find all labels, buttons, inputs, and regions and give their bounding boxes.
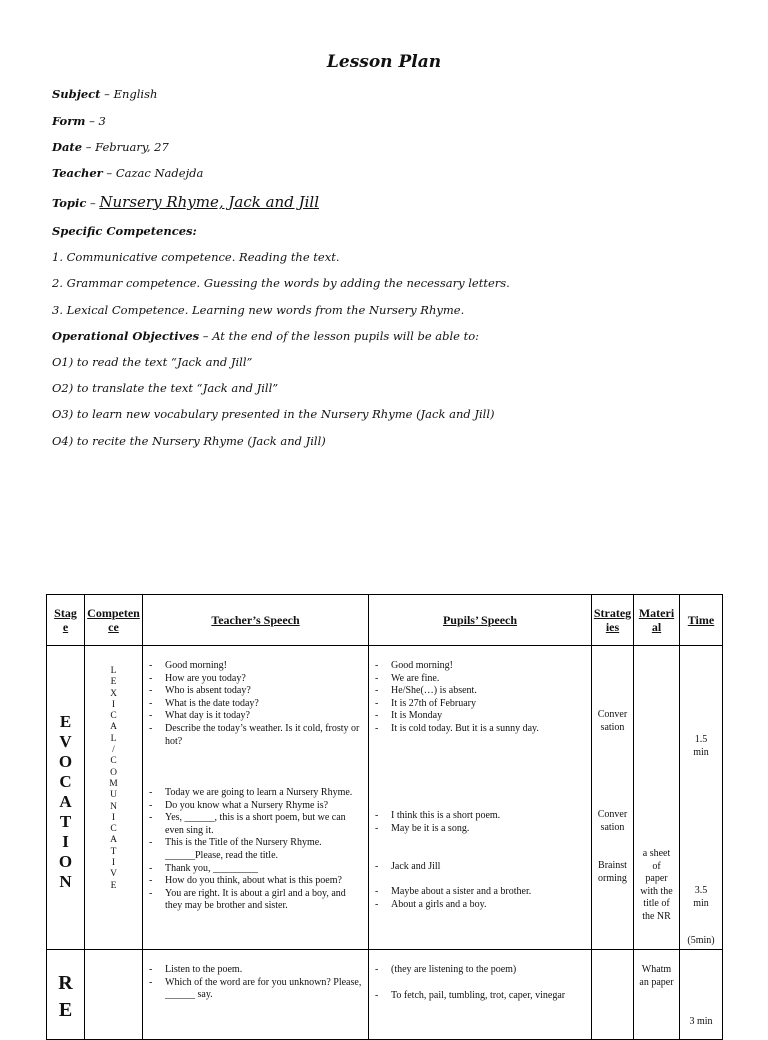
material-cell — [634, 646, 680, 950]
list-item: - It is Monday — [369, 710, 587, 723]
material-whatman: Whatm an paper — [639, 964, 674, 988]
date-line: Date – February, 27 — [52, 140, 169, 154]
form-line: Form – 3 — [52, 114, 106, 128]
table-row-realization — [47, 950, 723, 1040]
stage-evocation: E V O C A T I O N — [58, 712, 73, 891]
topic-label: Topic — [52, 196, 87, 210]
teacher-speech-list-3 — [143, 964, 364, 1002]
list-item: - About a girls and a boy. — [369, 899, 587, 912]
page-title: Lesson Plan — [326, 52, 442, 72]
stage-cell-2 — [47, 950, 85, 1040]
teacher-line: Teacher – Cazac Nadejda — [52, 166, 204, 180]
competences-heading: Specific Competences: — [52, 224, 197, 238]
list-item: - It is cold today. But it is a sunny day. — [369, 723, 587, 736]
list-item: - What is the date today? — [143, 698, 364, 711]
strategy-conversation-2: Conver sation — [597, 809, 628, 833]
list-item: - We are fine. — [369, 673, 587, 686]
teacher-speech-cell — [143, 646, 369, 950]
list-item: - You are right. It is about a girl and a boy, and they may be brother and sister. — [143, 888, 364, 913]
competence-1: 1. Communicative competence. Reading the text. — [52, 250, 340, 264]
subject-label: Subject — [52, 87, 101, 101]
form-label: Form — [52, 114, 86, 128]
time-3: 3 min — [689, 1016, 713, 1027]
lesson-table — [46, 594, 723, 1040]
list-item: - Today we are going to learn a Nursery Rhyme. — [143, 787, 364, 800]
teacher-speech-cell-2 — [143, 950, 369, 1040]
table-header-row — [47, 595, 723, 646]
header-time: Time — [680, 595, 723, 646]
list-item: - I think this is a short poem. — [369, 810, 587, 823]
strategy-brainstorming: Brainst orming — [598, 860, 627, 884]
list-item: - Which of the word are for you unknown? Please, ______ say. — [143, 977, 364, 1002]
list-item: - What day is it today? — [143, 710, 364, 723]
list-item: - How are you today? — [143, 673, 364, 686]
objective-3: O3) to learn new vocabulary presented in the Nursery Rhyme (Jack and Jill) — [52, 407, 495, 421]
subject-line: Subject – English — [52, 87, 158, 101]
objectives-intro: At the end of the lesson pupils will be able to: — [212, 329, 480, 343]
material-sheet: a sheet of paper with the title of the NR — [640, 848, 673, 922]
header-teacher-speech: Teacher’s Speech — [143, 595, 369, 646]
list-item: - How do you think, about what is this poem? — [143, 875, 364, 888]
objective-2: O2) to translate the text “Jack and Jill” — [52, 381, 279, 395]
topic-line: Topic – Nursery Rhyme, Jack and Jill — [52, 193, 319, 211]
date-label: Date — [52, 140, 83, 154]
header-material: Material — [634, 595, 680, 646]
teacher-speech-list-2 — [143, 787, 364, 913]
list-item: - (they are listening to the poem) — [369, 964, 587, 977]
header-competence: Competence — [85, 595, 143, 646]
subject-value: English — [113, 87, 158, 101]
topic-value: Nursery Rhyme, Jack and Jill — [99, 193, 319, 211]
pupils-speech-list-6 — [369, 990, 587, 1003]
pupils-speech-cell-2 — [369, 950, 592, 1040]
list-item: - Thank you, _________ — [143, 863, 364, 876]
teacher-speech-list-1 — [143, 660, 364, 748]
competence-vertical: L E X I C A L / C O M U N I C A T I V E — [109, 666, 118, 891]
time-cell-2 — [680, 950, 723, 1040]
pupils-speech-list-5 — [369, 964, 587, 977]
list-item: - This is the Title of the Nursery Rhyme. ______Please, read the title. — [143, 837, 364, 862]
header-pupils-speech: Pupils’ Speech — [369, 595, 592, 646]
stage-realization: R E — [58, 972, 73, 1021]
list-item: - To fetch, pail, tumbling, trot, caper, vinegar — [369, 990, 587, 1003]
header-stage: Stage — [47, 595, 85, 646]
material-cell-2 — [634, 950, 680, 1040]
competence-cell — [85, 646, 143, 950]
header-strategies: Strategies — [592, 595, 634, 646]
time-cell — [680, 646, 723, 950]
form-value: 3 — [98, 114, 106, 128]
pupils-speech-list-2 — [369, 810, 587, 835]
objectives-line: Operational Objectives – At the end of the lesson pupils will be able to: — [52, 329, 480, 343]
strategy-conversation-1: Conver sation — [597, 709, 628, 733]
pupils-speech-list-1 — [369, 660, 587, 736]
list-item: - Good morning! — [143, 660, 364, 673]
list-item: - Describe the today’s weather. Is it cold, frosty or hot? — [143, 723, 364, 748]
list-item: - It is 27th of February — [369, 698, 587, 711]
objective-4: O4) to recite the Nursery Rhyme (Jack and Jill) — [52, 434, 326, 448]
list-item: - May be it is a song. — [369, 823, 587, 836]
strategies-cell — [592, 646, 634, 950]
list-item: - Yes, ______, this is a short poem, but we can even sing it. — [143, 812, 364, 837]
list-item: - Jack and Jill — [369, 861, 587, 874]
date-value: February, 27 — [95, 140, 169, 154]
teacher-value: Cazac Nadejda — [115, 166, 204, 180]
competence-cell-2 — [85, 950, 143, 1040]
list-item: - Maybe about a sister and a brother. — [369, 886, 587, 899]
strategies-cell-2 — [592, 950, 634, 1040]
list-item: - Do you know what a Nursery Rhyme is? — [143, 800, 364, 813]
objectives-label: Operational Objectives — [52, 329, 200, 343]
list-item: - Good morning! — [369, 660, 587, 673]
teacher-label: Teacher — [52, 166, 103, 180]
objective-1: O1) to read the text “Jack and Jill” — [52, 355, 253, 369]
competence-3: 3. Lexical Competence. Learning new words from the Nursery Rhyme. — [52, 303, 465, 317]
pupils-speech-list-3 — [369, 861, 587, 874]
time-total: (5min) — [687, 935, 715, 946]
stage-cell — [47, 646, 85, 950]
pupils-speech-cell — [369, 646, 592, 950]
competence-2: 2. Grammar competence. Guessing the words by adding the necessary letters. — [52, 276, 510, 290]
time-2: 3.5 min — [693, 885, 709, 909]
pupils-speech-list-4 — [369, 886, 587, 911]
list-item: - Who is absent today? — [143, 685, 364, 698]
time-1: 1.5 min — [693, 734, 709, 758]
table-row-evocation — [47, 646, 723, 950]
list-item: - Listen to the poem. — [143, 964, 364, 977]
list-item: - He/She(…) is absent. — [369, 685, 587, 698]
